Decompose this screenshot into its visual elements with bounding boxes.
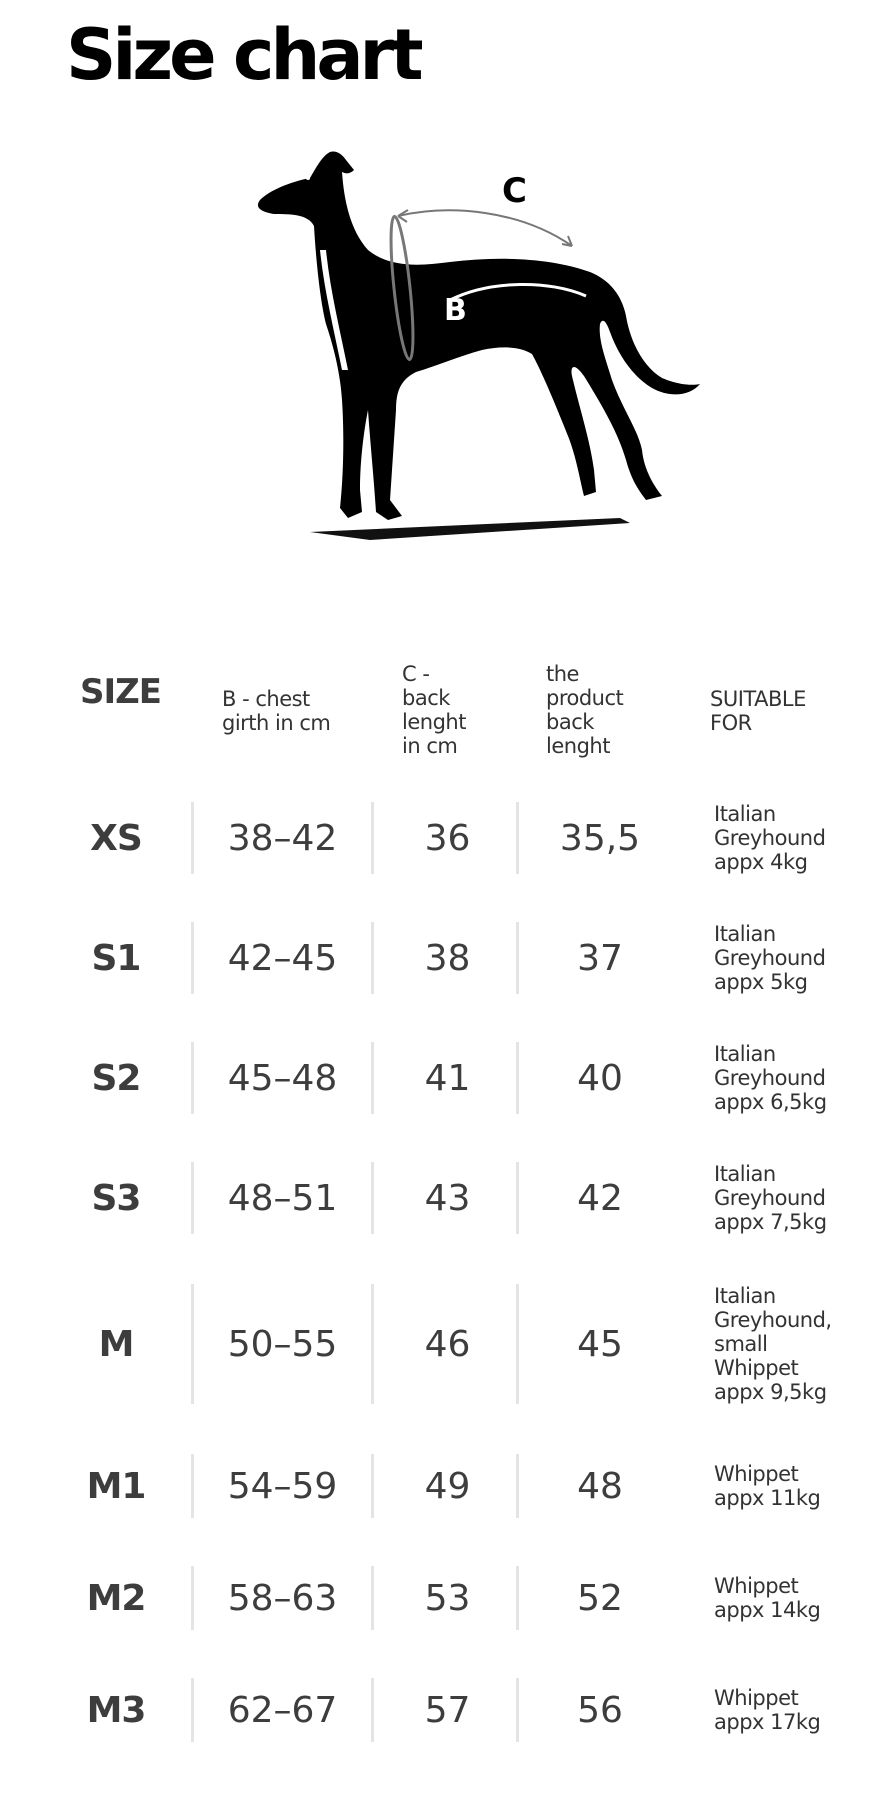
- size-cell: M1: [86, 1465, 146, 1507]
- column-divider: [516, 1284, 519, 1404]
- column-divider: [191, 1284, 194, 1404]
- suitable-for-cell: Whippet appx 17kg: [714, 1686, 821, 1734]
- column-divider: [516, 1678, 519, 1742]
- suitable-for-cell: Italian Greyhound, small Whippet appx 9,5kg: [714, 1284, 832, 1404]
- table-row: [0, 802, 894, 874]
- product-back-length-cell: 48: [577, 1465, 623, 1507]
- column-divider: [191, 1454, 194, 1518]
- back-length-cell: 46: [424, 1323, 471, 1365]
- header-chest-girth: B - chest girth in cm: [222, 687, 331, 735]
- column-divider: [371, 1678, 374, 1742]
- greyhound-silhouette: [258, 151, 700, 520]
- column-divider: [371, 922, 374, 994]
- column-divider: [191, 1566, 194, 1630]
- suitable-for-cell: Italian Greyhound appx 5kg: [714, 922, 826, 994]
- size-cell: S3: [91, 1177, 141, 1219]
- back-length-cell: 38: [424, 937, 471, 979]
- header-product-back-length: the product back lenght: [546, 662, 624, 758]
- size-cell: M2: [86, 1577, 146, 1619]
- column-divider: [371, 1162, 374, 1234]
- size-cell: S2: [91, 1057, 141, 1099]
- label-c: C: [502, 171, 527, 211]
- eye: [306, 176, 310, 180]
- suitable-for-cell: Italian Greyhound appx 7,5kg: [714, 1162, 827, 1234]
- column-divider: [371, 1454, 374, 1518]
- back-length-arrowhead-left: [398, 210, 408, 222]
- chest-girth-cell: 58–63: [227, 1577, 338, 1619]
- header-back-length: C - back lenght in cm: [402, 662, 466, 758]
- table-row: [0, 1454, 894, 1518]
- column-divider: [191, 1042, 194, 1114]
- size-cell: S1: [91, 937, 141, 979]
- column-divider: [516, 922, 519, 994]
- column-divider: [371, 1566, 374, 1630]
- chest-girth-cell: 38–42: [227, 817, 338, 859]
- column-divider: [191, 802, 194, 874]
- size-cell: M3: [86, 1689, 146, 1731]
- column-divider: [371, 1042, 374, 1114]
- table-row: [0, 922, 894, 994]
- column-divider: [371, 802, 374, 874]
- column-divider: [191, 1162, 194, 1234]
- table-row: [0, 1678, 894, 1742]
- suitable-for-cell: Italian Greyhound appx 6,5kg: [714, 1042, 827, 1114]
- chest-girth-cell: 54–59: [227, 1465, 338, 1507]
- table-row: [0, 1162, 894, 1234]
- column-divider: [191, 922, 194, 994]
- column-divider: [371, 1284, 374, 1404]
- back-length-arrow: [398, 210, 572, 246]
- size-cell: M: [98, 1323, 134, 1365]
- product-back-length-cell: 40: [577, 1057, 623, 1099]
- product-back-length-cell: 35,5: [559, 817, 641, 859]
- column-divider: [191, 1678, 194, 1742]
- back-length-cell: 43: [424, 1177, 471, 1219]
- suitable-for-cell: Italian Greyhound appx 4kg: [714, 802, 826, 874]
- header-suitable-for: SUITABLE FOR: [710, 687, 806, 735]
- column-divider: [516, 1566, 519, 1630]
- back-length-cell: 57: [424, 1689, 471, 1731]
- page-title: Size chart: [66, 14, 420, 96]
- size-cell: XS: [90, 817, 142, 859]
- chest-girth-cell: 50–55: [227, 1323, 338, 1365]
- product-back-length-cell: 52: [577, 1577, 623, 1619]
- ground-shadow: [310, 518, 630, 540]
- greyhound-measurement-illustration: [250, 140, 710, 550]
- header-size: SIZE: [80, 672, 162, 712]
- table-header: [0, 650, 894, 760]
- column-divider: [516, 802, 519, 874]
- table-row: [0, 1284, 894, 1404]
- table-row: [0, 1042, 894, 1114]
- product-back-length-cell: 45: [577, 1323, 623, 1365]
- chest-girth-cell: 45–48: [227, 1057, 338, 1099]
- label-b: B: [444, 293, 467, 328]
- product-back-length-cell: 42: [577, 1177, 623, 1219]
- column-divider: [516, 1454, 519, 1518]
- chest-girth-cell: 42–45: [227, 937, 338, 979]
- back-length-cell: 49: [424, 1465, 471, 1507]
- back-length-cell: 53: [424, 1577, 471, 1619]
- table-row: [0, 1566, 894, 1630]
- back-length-cell: 41: [424, 1057, 471, 1099]
- suitable-for-cell: Whippet appx 14kg: [714, 1574, 821, 1622]
- back-length-cell: 36: [424, 817, 471, 859]
- product-back-length-cell: 56: [577, 1689, 623, 1731]
- product-back-length-cell: 37: [577, 937, 623, 979]
- chest-girth-cell: 48–51: [227, 1177, 338, 1219]
- suitable-for-cell: Whippet appx 11kg: [714, 1462, 821, 1510]
- chest-girth-cell: 62–67: [227, 1689, 338, 1731]
- column-divider: [516, 1162, 519, 1234]
- column-divider: [516, 1042, 519, 1114]
